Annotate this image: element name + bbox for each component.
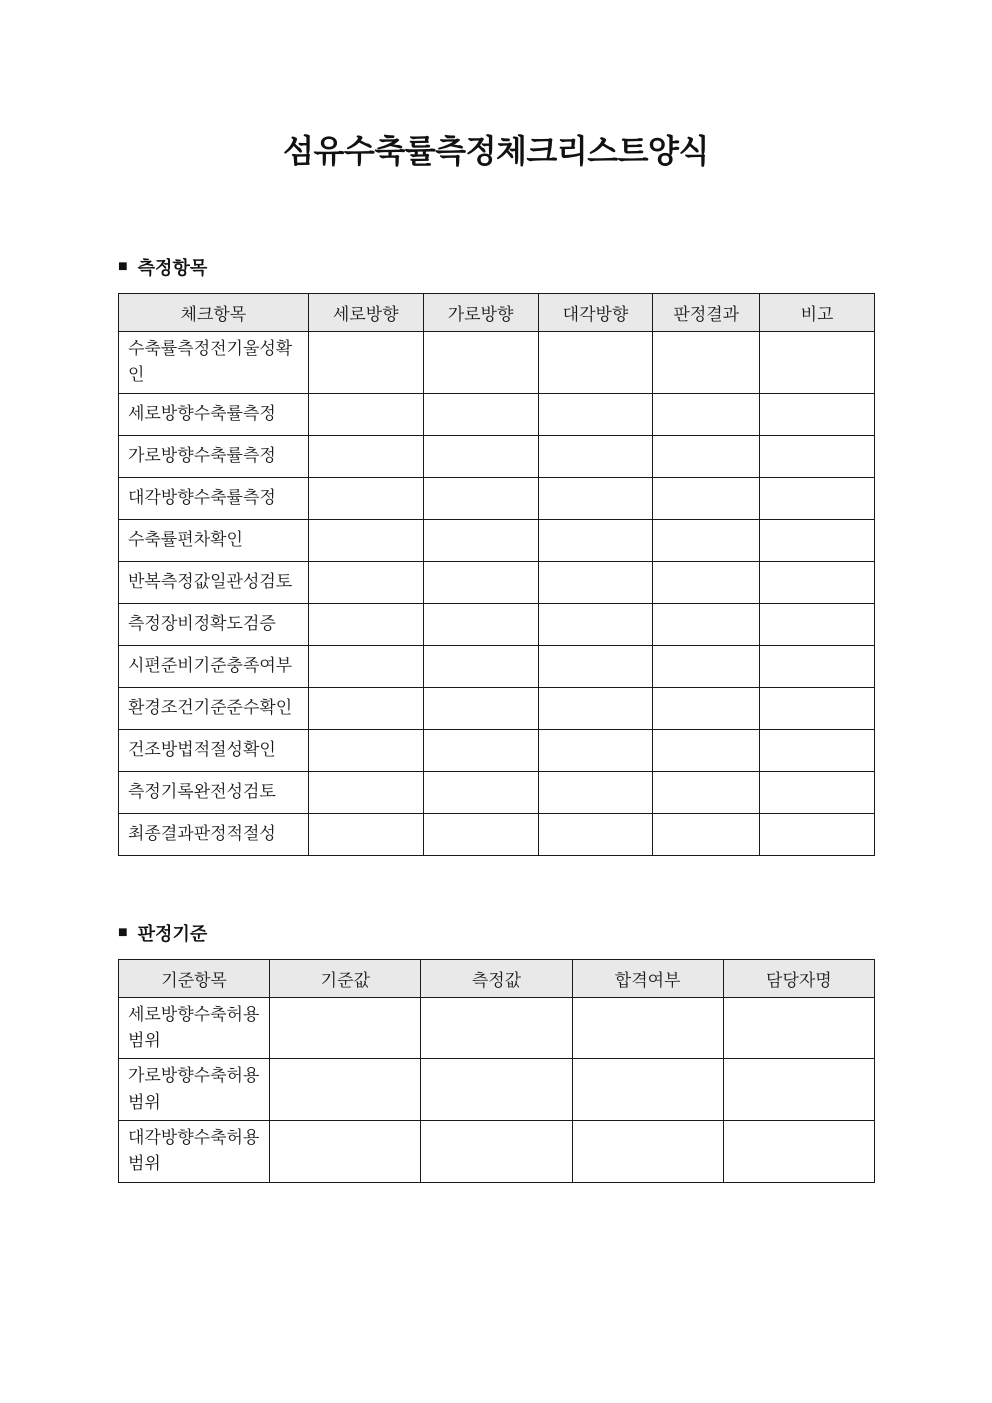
empty-fill-in-cell bbox=[538, 645, 653, 687]
empty-fill-in-cell bbox=[653, 603, 760, 645]
column-header: 세로방향 bbox=[308, 294, 423, 332]
empty-fill-in-cell bbox=[723, 1121, 874, 1183]
empty-fill-in-cell bbox=[538, 332, 653, 394]
empty-fill-in-cell bbox=[308, 645, 423, 687]
empty-fill-in-cell bbox=[423, 477, 538, 519]
column-header: 기준값 bbox=[270, 959, 421, 997]
empty-fill-in-cell bbox=[760, 771, 875, 813]
row-label-cell: 수축률편차확인 bbox=[119, 519, 309, 561]
column-header: 비고 bbox=[760, 294, 875, 332]
empty-fill-in-cell bbox=[423, 813, 538, 855]
empty-fill-in-cell bbox=[538, 477, 653, 519]
table-row bbox=[119, 729, 875, 771]
empty-fill-in-cell bbox=[308, 603, 423, 645]
empty-fill-in-cell bbox=[270, 1121, 421, 1183]
table-row bbox=[119, 393, 875, 435]
square-bullet-icon: ■ bbox=[118, 923, 128, 941]
empty-fill-in-cell bbox=[270, 997, 421, 1059]
row-label-cell: 세로방향수축허용범위 bbox=[119, 997, 270, 1059]
empty-fill-in-cell bbox=[538, 771, 653, 813]
empty-fill-in-cell bbox=[653, 435, 760, 477]
row-label-cell: 세로방향수축률측정 bbox=[119, 393, 309, 435]
empty-fill-in-cell bbox=[760, 435, 875, 477]
square-bullet-icon: ■ bbox=[118, 258, 128, 275]
section-heading-judgment bbox=[118, 920, 875, 946]
table-row bbox=[119, 561, 875, 603]
row-label-cell: 건조방법적절성확인 bbox=[119, 729, 309, 771]
empty-fill-in-cell bbox=[653, 332, 760, 394]
document-content bbox=[0, 254, 992, 1183]
empty-fill-in-cell bbox=[308, 477, 423, 519]
table-row bbox=[119, 603, 875, 645]
measurement-items-table bbox=[118, 293, 875, 856]
empty-fill-in-cell bbox=[538, 813, 653, 855]
empty-fill-in-cell bbox=[760, 645, 875, 687]
table-row bbox=[119, 645, 875, 687]
empty-fill-in-cell bbox=[760, 813, 875, 855]
column-header: 기준항목 bbox=[119, 959, 270, 997]
table-row bbox=[119, 1121, 875, 1183]
column-header: 체크항목 bbox=[119, 294, 309, 332]
empty-fill-in-cell bbox=[423, 687, 538, 729]
empty-fill-in-cell bbox=[653, 393, 760, 435]
column-header: 담당자명 bbox=[723, 959, 874, 997]
table-row bbox=[119, 332, 875, 394]
empty-fill-in-cell bbox=[653, 477, 760, 519]
empty-fill-in-cell bbox=[423, 519, 538, 561]
empty-fill-in-cell bbox=[538, 393, 653, 435]
row-label-cell: 수축률측정전기울성확인 bbox=[119, 332, 309, 394]
table-row bbox=[119, 519, 875, 561]
empty-fill-in-cell bbox=[538, 603, 653, 645]
table-row bbox=[119, 813, 875, 855]
empty-fill-in-cell bbox=[538, 519, 653, 561]
empty-fill-in-cell bbox=[421, 997, 572, 1059]
empty-fill-in-cell bbox=[723, 997, 874, 1059]
empty-fill-in-cell bbox=[423, 771, 538, 813]
empty-fill-in-cell bbox=[308, 393, 423, 435]
empty-fill-in-cell bbox=[653, 729, 760, 771]
empty-fill-in-cell bbox=[423, 435, 538, 477]
column-header: 대각방향 bbox=[538, 294, 653, 332]
column-header: 판정결과 bbox=[653, 294, 760, 332]
empty-fill-in-cell bbox=[423, 332, 538, 394]
empty-fill-in-cell bbox=[421, 1059, 572, 1121]
empty-fill-in-cell bbox=[538, 561, 653, 603]
row-label-cell: 최종결과판정적절성 bbox=[119, 813, 309, 855]
empty-fill-in-cell bbox=[760, 477, 875, 519]
empty-fill-in-cell bbox=[572, 997, 723, 1059]
table-row bbox=[119, 435, 875, 477]
empty-fill-in-cell bbox=[760, 687, 875, 729]
row-label-cell: 환경조건기준준수확인 bbox=[119, 687, 309, 729]
row-label-cell: 대각방향수축허용범위 bbox=[119, 1121, 270, 1183]
empty-fill-in-cell bbox=[653, 519, 760, 561]
empty-fill-in-cell bbox=[653, 561, 760, 603]
empty-fill-in-cell bbox=[308, 435, 423, 477]
row-label-cell: 가로방향수축률측정 bbox=[119, 435, 309, 477]
row-label-cell: 측정기록완전성검토 bbox=[119, 771, 309, 813]
empty-fill-in-cell bbox=[308, 519, 423, 561]
column-header: 가로방향 bbox=[423, 294, 538, 332]
table-row bbox=[119, 771, 875, 813]
section-measurement-items bbox=[118, 254, 875, 856]
row-label-cell: 대각방향수축률측정 bbox=[119, 477, 309, 519]
empty-fill-in-cell bbox=[423, 645, 538, 687]
empty-fill-in-cell bbox=[572, 1059, 723, 1121]
empty-fill-in-cell bbox=[723, 1059, 874, 1121]
empty-fill-in-cell bbox=[423, 603, 538, 645]
header-row bbox=[119, 959, 875, 997]
empty-fill-in-cell bbox=[308, 687, 423, 729]
empty-fill-in-cell bbox=[760, 519, 875, 561]
empty-fill-in-cell bbox=[308, 771, 423, 813]
row-label-cell: 가로방향수축허용범위 bbox=[119, 1059, 270, 1121]
empty-fill-in-cell bbox=[423, 393, 538, 435]
empty-fill-in-cell bbox=[421, 1121, 572, 1183]
section-judgment-criteria bbox=[118, 920, 875, 1183]
table-row bbox=[119, 687, 875, 729]
empty-fill-in-cell bbox=[538, 435, 653, 477]
section-heading-measurement bbox=[118, 254, 875, 280]
empty-fill-in-cell bbox=[760, 561, 875, 603]
header-row bbox=[119, 294, 875, 332]
empty-fill-in-cell bbox=[308, 729, 423, 771]
empty-fill-in-cell bbox=[760, 603, 875, 645]
row-label-cell: 반복측정값일관성검토 bbox=[119, 561, 309, 603]
empty-fill-in-cell bbox=[423, 561, 538, 603]
page-title: 섬유수축률측정체크리스트양식 bbox=[283, 133, 709, 169]
empty-fill-in-cell bbox=[308, 561, 423, 603]
table-row bbox=[119, 477, 875, 519]
table-row bbox=[119, 1059, 875, 1121]
empty-fill-in-cell bbox=[572, 1121, 723, 1183]
row-label-cell: 시편준비기준충족여부 bbox=[119, 645, 309, 687]
table-row bbox=[119, 997, 875, 1059]
column-header: 측정값 bbox=[421, 959, 572, 997]
empty-fill-in-cell bbox=[538, 729, 653, 771]
empty-fill-in-cell bbox=[308, 332, 423, 394]
empty-fill-in-cell bbox=[760, 332, 875, 394]
empty-fill-in-cell bbox=[308, 813, 423, 855]
empty-fill-in-cell bbox=[270, 1059, 421, 1121]
empty-fill-in-cell bbox=[653, 771, 760, 813]
section-heading-label: 판정기준 bbox=[137, 923, 208, 944]
empty-fill-in-cell bbox=[538, 687, 653, 729]
empty-fill-in-cell bbox=[653, 813, 760, 855]
empty-fill-in-cell bbox=[760, 729, 875, 771]
empty-fill-in-cell bbox=[423, 729, 538, 771]
column-header: 합격여부 bbox=[572, 959, 723, 997]
empty-fill-in-cell bbox=[760, 393, 875, 435]
judgment-criteria-table bbox=[118, 959, 875, 1183]
row-label-cell: 측정장비정확도검증 bbox=[119, 603, 309, 645]
section-heading-label: 측정항목 bbox=[137, 258, 208, 278]
empty-fill-in-cell bbox=[653, 645, 760, 687]
empty-fill-in-cell bbox=[653, 687, 760, 729]
